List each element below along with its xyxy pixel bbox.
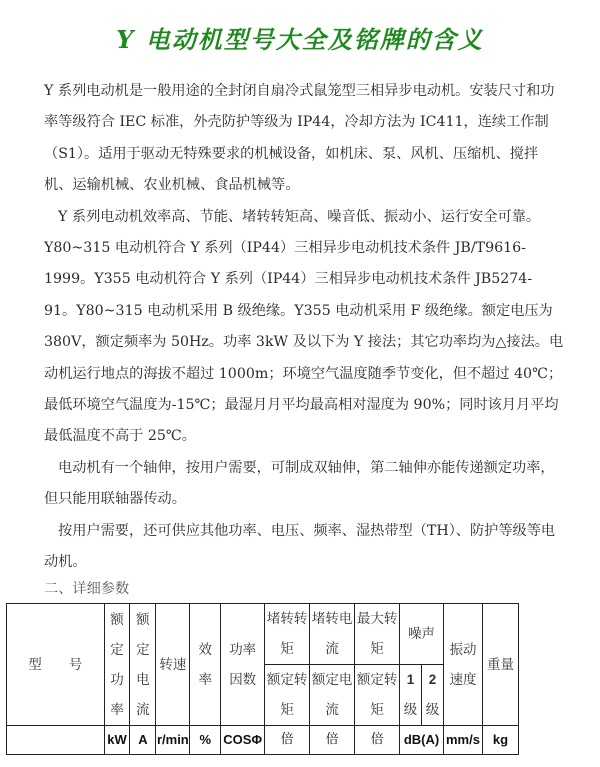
header-weight: 重量: [482, 604, 518, 726]
header-noise-2: 2 级: [422, 665, 444, 726]
paragraph-custom: 按用户需要，还可供应其他功率、电压、频率、湿热带型（TH）、防护等级等电动机。: [44, 522, 556, 571]
unit-cell: A: [130, 726, 156, 755]
unit-cell: 倍: [265, 726, 310, 755]
paragraph-features: Y 系列电动机效率高、节能、堵转转矩高、噪音低、振动小、运行安全可靠。Y80~315 电动机符合 Y 系列（IP44）三相异步电动机技术条件 JB/T9616-1999。Y355 电动机符合 Y 系列（IP44）三相异步电动机技术条件 JB5274-91。Y80~315 电动机采用 B 级绝缘。Y355 电动机采用 F 级绝缘。额定电压为 380V，额定频率为 50Hz。功率 3kW 及以下为 Y 接法；其它功率均为△接法。电动机运行地点的海拔不超过 1000m；环境空气温度随季节变化，但不超过 40℃；最低环境空气温度为-15℃；最湿月月平均最高相对湿度为 90%；同时该月月平均最低温度不高于 25℃。: [44, 208, 564, 445]
header-noise-1: 1 级: [400, 665, 422, 726]
header-model: 型 号: [7, 604, 105, 726]
unit-cell: COSΦ: [221, 726, 265, 755]
section-heading: 二、详细参数: [44, 581, 130, 597]
unit-cell: r/min: [156, 726, 190, 755]
header-max-torque: 最大转矩: [355, 604, 400, 665]
unit-cell: 倍: [310, 726, 355, 755]
article-body: [44, 76, 564, 579]
header-locked-current-sub: 额定电流: [310, 665, 355, 726]
paragraph-intro: Y 系列电动机是一般用途的全封闭自扇冷式鼠笼型三相异步电动机。安装尺寸和功率等级符合 IEC 标准，外壳防护等级为 IP44，冷却方法为 IC411，连续工作制（S1）。适用于驱动无特殊要求的机械设备，如机床、泵、风机、压缩机、搅拌机、运输机械、农业机械、食品机械等。: [44, 83, 555, 194]
unit-model: [7, 726, 105, 755]
unit-cell: %: [190, 726, 221, 755]
header-noise: 噪声: [400, 604, 444, 665]
header-locked-torque-sub: 额定转矩: [265, 665, 310, 726]
unit-cell: kg: [482, 726, 518, 755]
header-rated-power: 额定功率: [104, 604, 130, 726]
spec-table: [6, 603, 519, 755]
header-rated-current: 额定电流: [130, 604, 156, 726]
unit-cell: dB(A): [400, 726, 444, 755]
unit-cell: 倍: [355, 726, 400, 755]
paragraph-shaft: 电动机有一个轴伸，按用户需要，可制成双轴伸，第二轴伸亦能传递额定功率，但只能用联轴器传动。: [44, 459, 555, 508]
header-efficiency: 效率: [190, 604, 221, 726]
header-speed: 转速: [156, 604, 190, 726]
header-max-torque-sub: 额定转矩: [355, 665, 400, 726]
unit-cell: kW: [104, 726, 130, 755]
header-locked-current: 堵转电流: [310, 604, 355, 665]
unit-cell: mm/s: [443, 726, 482, 755]
header-vibration: 振动速度: [443, 604, 482, 726]
page-title: Y 电动机型号大全及铭牌的含义: [116, 25, 484, 54]
header-locked-torque: 堵转转矩: [265, 604, 310, 665]
header-power-factor: 功率因数: [221, 604, 265, 726]
